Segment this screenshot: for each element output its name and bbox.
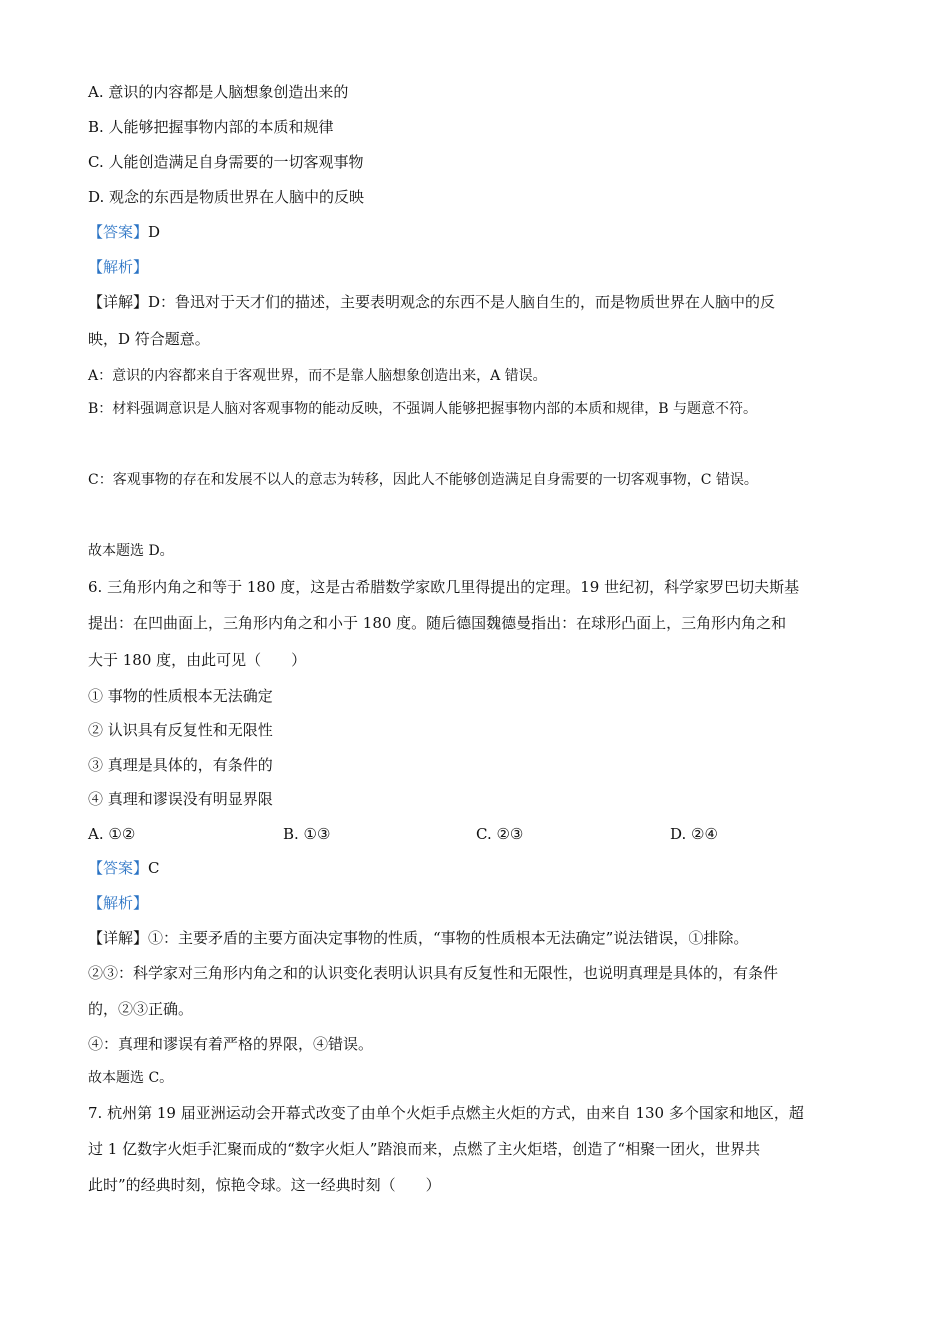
answer-value: C bbox=[148, 859, 160, 877]
q5-option-d: D. 观念的东西是物质世界在人脑中的反映 bbox=[88, 188, 365, 206]
q5-option-c: C. 人能创造满足自身需要的一切客观事物 bbox=[88, 153, 364, 171]
q5-detail-c: C：客观事物的存在和发展不以人的意志为转移，因此人不能够创造满足自身需要的一切客观事物，C 错误。 bbox=[88, 472, 758, 488]
q7-stem-line2: 过 1 亿数字火炬手汇聚而成的“数字火炬人”踏浪而来，点燃了主火炬塔，创造了“相聚一团火，世界共 bbox=[88, 1140, 761, 1158]
q6-detail-23-line2: 的，②③正确。 bbox=[88, 1000, 194, 1018]
q5-option-b: B. 人能够把握事物内部的本质和规律 bbox=[88, 118, 334, 136]
q6-choice-a: A. ①② bbox=[88, 825, 136, 843]
answer-tag: 【答案】 bbox=[88, 859, 149, 877]
q5-detail-d-line2: 映，D 符合题意。 bbox=[88, 330, 210, 348]
q6-answer bbox=[88, 858, 160, 878]
q6-analysis-tag: 【解析】 bbox=[88, 894, 149, 912]
q6-stem-line3: 大于 180 度，由此可见（ ） bbox=[88, 651, 307, 669]
q6-stem-line1: 6. 三角形内角之和等于 180 度，这是古希腊数学家欧几里得提出的定理。19 世纪初，科学家罗巴切夫斯基 bbox=[88, 578, 800, 596]
q6-statement-4: ④ 真理和谬误没有明显界限 bbox=[88, 790, 273, 808]
detail-tag: 【详解】 bbox=[88, 929, 149, 947]
q6-conclusion: 故本题选 C。 bbox=[88, 1070, 174, 1086]
q6-stem-line2: 提出：在凹曲面上，三角形内角之和小于 180 度。随后德国魏德曼指出：在球形凸面上，三角形内角之和 bbox=[88, 614, 787, 632]
answer-tag: 【答案】 bbox=[88, 223, 149, 241]
q5-answer bbox=[88, 222, 160, 242]
q5-analysis-tag: 【解析】 bbox=[88, 258, 149, 276]
q7-stem-line3: 此时”的经典时刻，惊艳令球。这一经典时刻（ ） bbox=[88, 1176, 441, 1194]
q6-detail-1-text: ①：主要矛盾的主要方面决定事物的性质，“事物的性质根本无法确定”说法错误，①排除。 bbox=[148, 929, 749, 947]
q6-choice-b: B. ①③ bbox=[283, 825, 331, 843]
q6-choice-d: D. ②④ bbox=[670, 825, 718, 843]
q5-option-a: A. 意识的内容都是人脑想象创造出来的 bbox=[88, 83, 349, 101]
q6-choice-c: C. ②③ bbox=[476, 825, 524, 843]
q6-statement-2: ② 认识具有反复性和无限性 bbox=[88, 721, 273, 739]
q6-detail-23-line1: ②③：科学家对三角形内角之和的认识变化表明认识具有反复性和无限性，也说明真理是具体的，有条件 bbox=[88, 964, 779, 982]
q6-statement-1: ① 事物的性质根本无法确定 bbox=[88, 687, 273, 705]
q5-detail-a: A：意识的内容都来自于客观世界，而不是靠人脑想象创造出来，A 错误。 bbox=[88, 368, 547, 384]
q5-detail-d bbox=[88, 292, 775, 312]
q6-detail-1 bbox=[88, 928, 748, 948]
detail-tag: 【详解】 bbox=[88, 293, 149, 311]
q7-stem-line1: 7. 杭州第 19 届亚洲运动会开幕式改变了由单个火炬手点燃主火炬的方式，由来自 130 多个国家和地区，超 bbox=[88, 1104, 804, 1122]
q5-detail-b: B：材料强调意识是人脑对客观事物的能动反映，不强调人能够把握事物内部的本质和规律，B 与题意不符。 bbox=[88, 401, 758, 417]
q6-detail-4: ④：真理和谬误有着严格的界限，④错误。 bbox=[88, 1035, 374, 1053]
q6-statement-3: ③ 真理是具体的，有条件的 bbox=[88, 756, 273, 774]
answer-value: D bbox=[148, 223, 161, 241]
q5-conclusion: 故本题选 D。 bbox=[88, 543, 174, 559]
q5-detail-d-line1: D：鲁迅对于天才们的描述，主要表明观念的东西不是人脑自生的，而是物质世界在人脑中的反 bbox=[148, 293, 776, 311]
